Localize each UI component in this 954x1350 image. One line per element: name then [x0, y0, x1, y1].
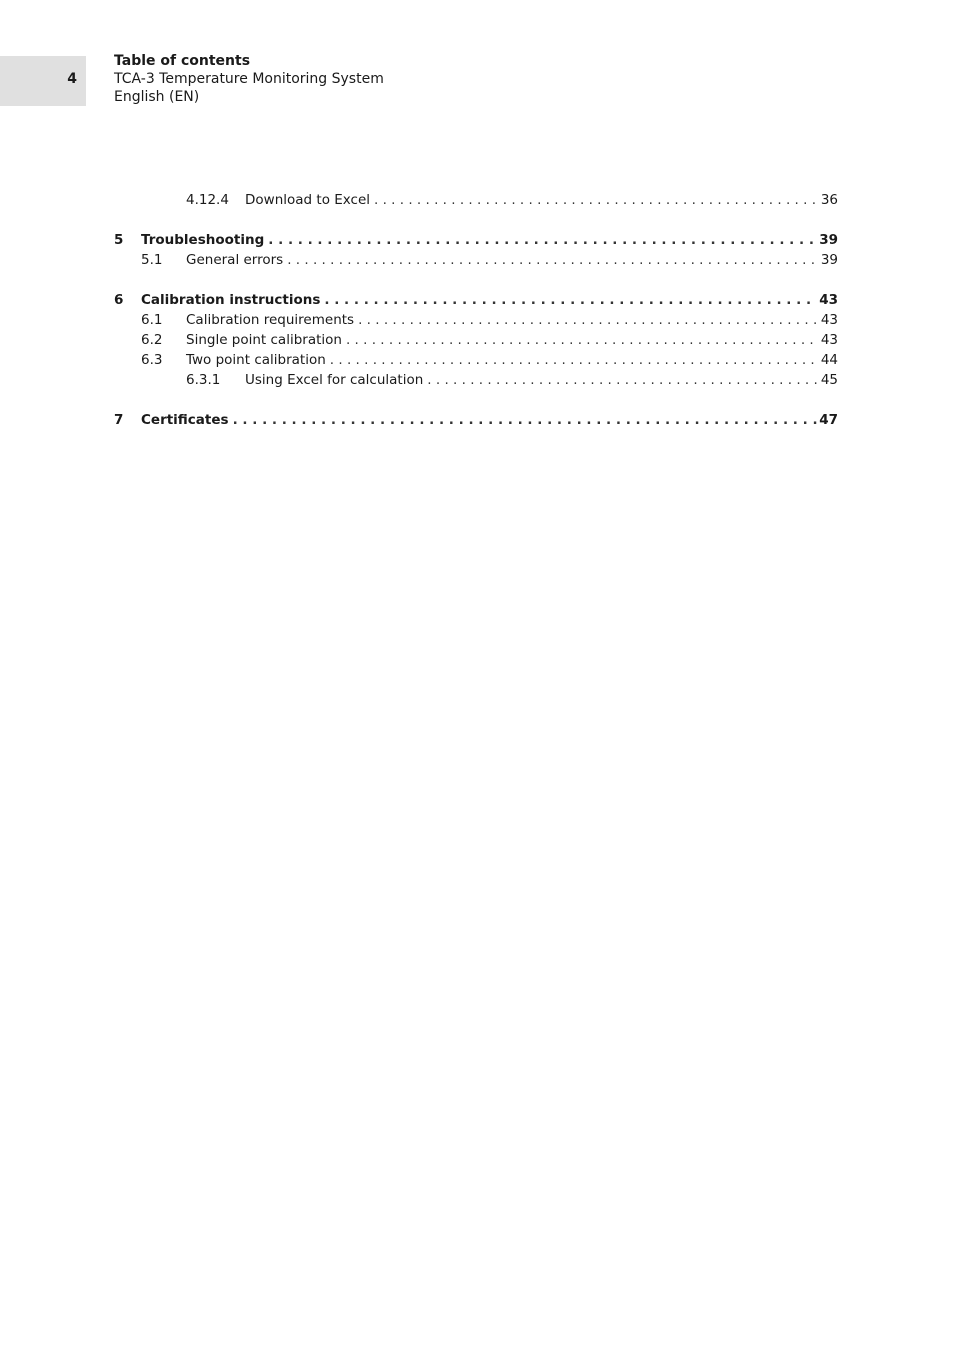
toc-entry-5-1[interactable] — [114, 250, 838, 270]
table-of-contents — [114, 190, 838, 430]
toc-entry-6-1[interactable] — [114, 310, 838, 330]
dot-leader — [287, 250, 819, 270]
toc-entry-5[interactable] — [114, 230, 838, 250]
header-language: English (EN) — [114, 89, 200, 105]
toc-entry-number: 6.2 — [141, 332, 163, 348]
toc-entry-label: Certificates — [141, 412, 229, 428]
toc-entry-7[interactable] — [114, 410, 838, 430]
toc-entry-page: 39 — [820, 252, 838, 268]
toc-entry-label: Two point calibration — [186, 352, 326, 368]
toc-entry-6-2[interactable] — [114, 330, 838, 350]
toc-entry-number: 7 — [114, 412, 124, 428]
toc-entry-4-12-4[interactable] — [114, 190, 838, 210]
running-header — [114, 52, 384, 106]
dot-leader — [346, 330, 819, 350]
toc-entry-6-3-1[interactable] — [114, 370, 838, 390]
toc-entry-page: 44 — [820, 352, 838, 368]
toc-entry-page: 36 — [820, 192, 838, 208]
toc-entry-number: 5.1 — [141, 252, 163, 268]
dot-leader — [268, 230, 817, 250]
toc-entry-label: Single point calibration — [186, 332, 342, 348]
dot-leader — [324, 290, 817, 310]
toc-entry-number: 6 — [114, 292, 124, 308]
page-number-tab — [0, 56, 86, 106]
toc-entry-number: 6.3 — [141, 352, 163, 368]
toc-entry-page: 43 — [819, 292, 838, 308]
toc-entry-label: Download to Excel — [245, 192, 371, 208]
toc-entry-number: 4.12.4 — [186, 192, 229, 208]
page-number: 4 — [67, 71, 77, 87]
toc-entry-label: Troubleshooting — [141, 232, 265, 248]
dot-leader — [233, 410, 818, 430]
dot-leader — [358, 310, 819, 330]
toc-entry-label: General errors — [186, 252, 284, 268]
toc-entry-number: 6.1 — [141, 312, 163, 328]
toc-entry-page: 43 — [820, 332, 838, 348]
toc-entry-page: 43 — [820, 312, 838, 328]
toc-entry-label: Using Excel for calculation — [245, 372, 424, 388]
dot-leader — [330, 350, 819, 370]
toc-entry-number: 5 — [114, 232, 124, 248]
toc-entry-6-3[interactable] — [114, 350, 838, 370]
header-subtitle: TCA-3 Temperature Monitoring System — [114, 71, 384, 87]
toc-entry-page: 39 — [819, 232, 838, 248]
toc-entry-page: 45 — [820, 372, 838, 388]
dot-leader — [374, 190, 819, 210]
toc-entry-label: Calibration requirements — [186, 312, 355, 328]
toc-entry-6[interactable] — [114, 290, 838, 310]
toc-entry-page: 47 — [819, 412, 838, 428]
toc-entry-label: Calibration instructions — [141, 292, 321, 308]
toc-entry-number: 6.3.1 — [186, 372, 221, 388]
dot-leader — [427, 370, 819, 390]
header-title: Table of contents — [114, 53, 251, 69]
